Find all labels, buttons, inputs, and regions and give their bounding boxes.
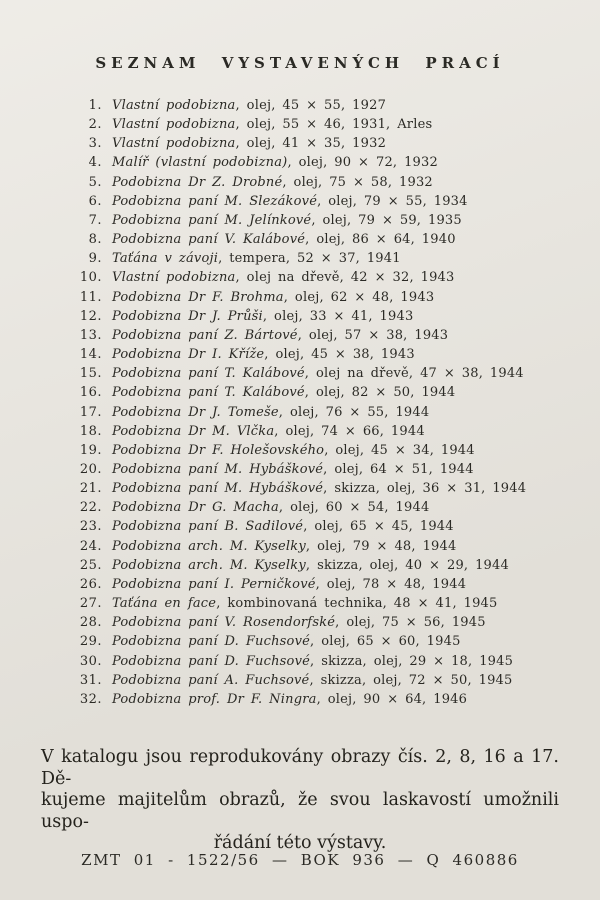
item-details: , olej, 55 × 46, 1931, Arles: [235, 117, 433, 133]
item-details: , olej, 74 × 66, 1944: [274, 423, 425, 439]
item-details: , olej, 79 × 59, 1935: [311, 212, 462, 228]
item-number: 21.: [79, 481, 102, 497]
item-details: , olej, 78 × 48, 1944: [315, 576, 467, 592]
item-number: 7.: [88, 212, 102, 228]
item-title: Podobizna paní D. Fuchsové: [112, 634, 311, 650]
item-details: , olej, 86 × 64, 1940: [305, 232, 456, 248]
item-details: , olej, 65 × 45, 1944: [303, 519, 454, 535]
item-entry: [102, 307, 413, 326]
item-entry: [102, 537, 456, 556]
list-item: [62, 690, 548, 709]
item-title: Podobizna paní V. Rosendorfské: [112, 615, 336, 631]
list-item: [62, 498, 548, 517]
item-entry: [102, 671, 513, 690]
list-item: [62, 153, 548, 172]
item-details: , olej, 60 × 54, 1944: [278, 500, 430, 516]
item-title: Podobizna Dr J. Průši: [112, 308, 263, 324]
item-entry: [102, 690, 467, 709]
list-item: [62, 594, 548, 613]
item-details: , skizza, olej, 36 × 31, 1944: [323, 481, 527, 497]
item-number: 18.: [79, 423, 102, 439]
item-number: 23.: [79, 519, 102, 535]
imprint-line: ZMT 01 - 1522/56 — BOK 936 — Q 460886: [81, 851, 519, 869]
item-title: Podobizna paní A. Fuchsové: [112, 672, 310, 688]
item-title: Podobizna Dr I. Kříže: [112, 347, 265, 363]
item-title: Vlastní podobizna: [112, 136, 236, 152]
list-item: [62, 326, 548, 345]
list-item: [62, 441, 548, 460]
item-title: Podobizna Dr G. Macha: [112, 500, 279, 516]
list-item: [62, 460, 548, 479]
item-entry: [102, 594, 498, 613]
item-entry: [102, 364, 524, 383]
item-entry: [102, 115, 432, 134]
item-details: , olej, 45 × 55, 1927: [235, 98, 387, 113]
item-details: , olej, 45 × 34, 1944: [324, 442, 475, 458]
list-item: [62, 307, 548, 326]
footer-line: řádání této výstavy.: [213, 833, 387, 853]
item-number: 22.: [79, 500, 102, 516]
item-title: Podobizna paní M. Slezákové: [112, 193, 318, 209]
item-details: , kombinovaná technika, 48 × 41, 1945: [216, 596, 498, 612]
item-entry: [102, 556, 509, 575]
item-number: 9.: [88, 251, 102, 267]
item-title: Podobizna paní V. Kalábové: [112, 232, 306, 248]
item-entry: [102, 613, 486, 632]
item-details: , olej, 75 × 56, 1945: [335, 615, 486, 631]
item-details: , olej, 65 × 60, 1945: [310, 634, 461, 650]
item-title: Vlastní podobizna: [112, 98, 236, 113]
item-number: 27.: [79, 596, 102, 612]
item-number: 17.: [79, 404, 102, 420]
item-entry: [102, 173, 433, 192]
list-item: [62, 288, 548, 307]
item-title: Malíř (vlastní podobizna): [112, 155, 288, 171]
item-entry: [102, 192, 468, 211]
list-item: [62, 556, 548, 575]
item-number: 4.: [88, 155, 102, 171]
item-entry: [102, 96, 386, 115]
footer-line: V katalogu jsou reprodukovány obrazy čís. 2, 8, 16 a 17. Dě-: [41, 747, 559, 789]
item-details: , olej, 79 × 55, 1934: [317, 193, 468, 209]
item-title: Podobizna paní M. Hybáškové: [112, 481, 324, 497]
item-details: , olej na dřevě, 47 × 38, 1944: [304, 366, 524, 382]
item-entry: [102, 441, 475, 460]
item-details: , skizza, olej, 40 × 29, 1944: [305, 557, 509, 573]
item-details: , olej, 57 × 38, 1943: [297, 327, 449, 343]
item-number: 1.: [88, 98, 102, 113]
item-entry: [102, 575, 466, 594]
item-title: Podobizna Dr Z. Drobné: [112, 174, 283, 190]
item-entry: [102, 326, 448, 345]
item-details: , tempera, 52 × 37, 1941: [218, 251, 401, 267]
list-item: [62, 422, 548, 441]
item-details: , olej, 33 × 41, 1943: [262, 308, 414, 324]
item-entry: [102, 652, 513, 671]
item-number: 19.: [79, 442, 102, 458]
list-item: [62, 613, 548, 632]
item-title: Taťána en face: [112, 596, 217, 612]
item-number: 6.: [88, 193, 102, 209]
item-number: 28.: [79, 615, 102, 631]
item-entry: [102, 632, 461, 651]
list-item: [62, 537, 548, 556]
list-item: [62, 345, 548, 364]
item-title: Podobizna prof. Dr F. Ningra: [112, 691, 317, 707]
item-details: , olej, 41 × 35, 1932: [235, 136, 387, 152]
item-details: , olej, 64 × 51, 1944: [323, 461, 474, 477]
footer-paragraph: [41, 747, 559, 855]
item-number: 8.: [88, 232, 102, 248]
item-number: 11.: [79, 289, 102, 305]
item-details: , olej, 90 × 64, 1946: [316, 691, 468, 707]
item-title: Vlastní podobizna: [112, 117, 236, 133]
item-number: 30.: [79, 653, 102, 669]
item-entry: [102, 479, 526, 498]
item-title: Vlastní podobizna: [112, 270, 236, 286]
item-title: Podobizna paní T. Kalábové: [112, 385, 305, 401]
item-title: Podobizna paní Z. Bártové: [112, 327, 298, 343]
item-title: Taťána v závoji: [112, 251, 219, 267]
item-number: 24.: [79, 538, 102, 554]
item-number: 25.: [79, 557, 102, 573]
item-details: , olej, 79 × 48, 1944: [305, 538, 457, 554]
item-number: 10.: [79, 270, 102, 286]
item-title: Podobizna arch. M. Kyselky: [112, 557, 306, 573]
item-details: , skizza, olej, 72 × 50, 1945: [309, 672, 513, 688]
item-entry: [102, 288, 434, 307]
list-item: [62, 192, 548, 211]
footer-line: kujeme majitelům obrazů, že svou laskavostí umožnili uspo-: [41, 790, 559, 832]
item-entry: [102, 268, 455, 287]
list-item: [62, 249, 548, 268]
item-details: , olej, 45 × 38, 1943: [264, 347, 415, 363]
item-title: Podobizna paní B. Sadilové: [112, 519, 304, 535]
item-title: Podobizna Dr F. Brohma: [112, 289, 284, 305]
item-title: Podobizna paní D. Fuchsové: [112, 653, 311, 669]
item-number: 14.: [79, 347, 102, 363]
list-item: [62, 575, 548, 594]
item-number: 31.: [79, 672, 102, 688]
list-item: [62, 632, 548, 651]
list-item: [62, 134, 548, 153]
item-entry: [102, 249, 401, 268]
item-title: Podobizna paní M. Hybáškové: [112, 461, 324, 477]
item-number: 2.: [88, 117, 102, 133]
item-number: 29.: [79, 634, 102, 650]
list-item: [62, 96, 548, 115]
list-item: [62, 403, 548, 422]
list-item: [62, 173, 548, 192]
list-item: [62, 115, 548, 134]
item-title: Podobizna paní T. Kalábové: [112, 366, 305, 382]
item-entry: [102, 383, 455, 402]
item-number: 26.: [79, 576, 102, 592]
item-entry: [102, 153, 438, 172]
works-list: [62, 96, 548, 709]
item-title: Podobizna Dr F. Holešovského: [112, 442, 325, 458]
item-entry: [102, 134, 386, 153]
item-details: , skizza, olej, 29 × 18, 1945: [310, 653, 514, 669]
item-details: , olej, 62 × 48, 1943: [283, 289, 435, 305]
item-entry: [102, 422, 425, 441]
item-entry: [102, 498, 429, 517]
item-number: 15.: [79, 366, 102, 382]
list-item: [62, 211, 548, 230]
item-details: , olej na dřevě, 42 × 32, 1943: [235, 270, 455, 286]
item-title: Podobizna paní I. Perničkové: [112, 576, 316, 592]
list-item: [62, 383, 548, 402]
list-item: [62, 652, 548, 671]
item-number: 5.: [88, 174, 102, 190]
item-entry: [102, 517, 454, 536]
item-number: 13.: [79, 327, 102, 343]
list-item: [62, 364, 548, 383]
item-number: 12.: [79, 308, 102, 324]
item-title: Podobizna arch. M. Kyselky: [112, 538, 306, 554]
item-title: Podobizna paní M. Jelínkové: [112, 212, 312, 228]
item-details: , olej, 76 × 55, 1944: [278, 404, 430, 420]
item-details: , olej, 90 × 72, 1932: [287, 155, 438, 171]
item-details: , olej, 75 × 58, 1932: [282, 174, 433, 190]
list-item: [62, 268, 548, 287]
item-entry: [102, 230, 456, 249]
item-details: , olej, 82 × 50, 1944: [304, 385, 456, 401]
item-number: 20.: [79, 461, 102, 477]
item-number: 32.: [79, 691, 102, 707]
item-entry: [102, 460, 474, 479]
item-number: 3.: [88, 136, 102, 152]
list-item: [62, 230, 548, 249]
item-title: Podobizna Dr M. Vlčka: [112, 423, 275, 439]
page-title: SEZNAM VYSTAVENÝCH PRACÍ: [95, 54, 505, 72]
item-entry: [102, 403, 429, 422]
item-entry: [102, 345, 415, 364]
list-item: [62, 671, 548, 690]
list-item: [62, 517, 548, 536]
item-number: 16.: [79, 385, 102, 401]
item-title: Podobizna Dr J. Tomeše: [112, 404, 279, 420]
list-item: [62, 479, 548, 498]
item-entry: [102, 211, 462, 230]
